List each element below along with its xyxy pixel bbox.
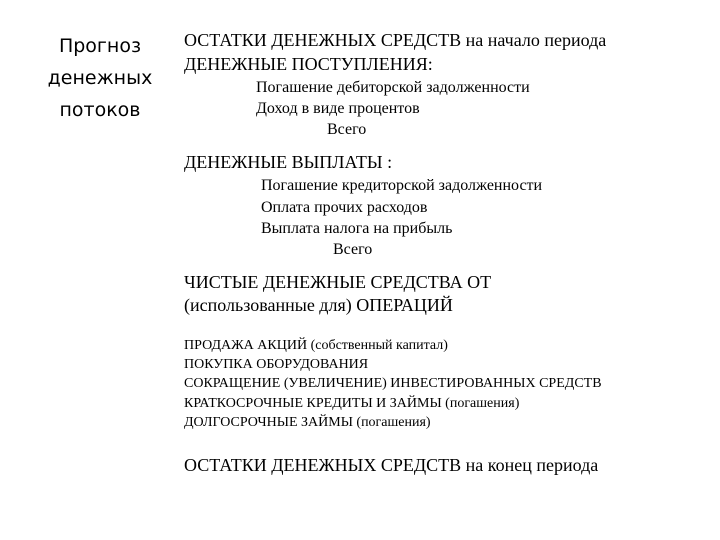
receipts-total: Всего: [327, 121, 367, 138]
financing-item: ДОЛГОСРОЧНЫЕ ЗАЙМЫ (погашения): [184, 415, 431, 430]
financing-item: ПОКУПКА ОБОРУДОВАНИЯ: [184, 357, 369, 372]
slide-title-line: потоков: [59, 99, 141, 121]
slide-title: [30, 30, 170, 126]
opening-balance-line: ОСТАТКИ ДЕНЕЖНЫХ СРЕДСТВ на начало периода: [184, 30, 607, 50]
slide-title-line: Прогноз: [58, 35, 142, 57]
net-cash-line: (использованные для) ОПЕРАЦИЙ: [184, 295, 453, 315]
closing-balance-line: ОСТАТКИ ДЕНЕЖНЫХ СРЕДСТВ на конец периода: [184, 455, 599, 475]
payments-total: Всего: [333, 241, 373, 258]
slide-title-line: денежных: [47, 67, 153, 89]
net-cash-line: ЧИСТЫЕ ДЕНЕЖНЫЕ СРЕДСТВА ОТ: [184, 272, 492, 292]
receipt-item: Доход в виде процентов: [256, 100, 420, 117]
receipts-heading: ДЕНЕЖНЫЕ ПОСТУПЛЕНИЯ:: [184, 54, 433, 74]
payment-item: Оплата прочих расходов: [261, 199, 428, 216]
payment-item: Погашение кредиторской задолженности: [261, 177, 543, 194]
payments-heading: ДЕНЕЖНЫЕ ВЫПЛАТЫ :: [184, 152, 393, 172]
financing-item: СОКРАЩЕНИЕ (УВЕЛИЧЕНИЕ) ИНВЕСТИРОВАННЫХ СРЕДСТВ: [184, 376, 602, 391]
financing-item: ПРОДАЖА АКЦИЙ (собственный капитал): [184, 338, 448, 353]
receipt-item: Погашение дебиторской задолженности: [256, 79, 530, 96]
payment-item: Выплата налога на прибыль: [261, 220, 453, 237]
financing-item: КРАТКОСРОЧНЫЕ КРЕДИТЫ И ЗАЙМЫ (погашения): [184, 396, 520, 411]
